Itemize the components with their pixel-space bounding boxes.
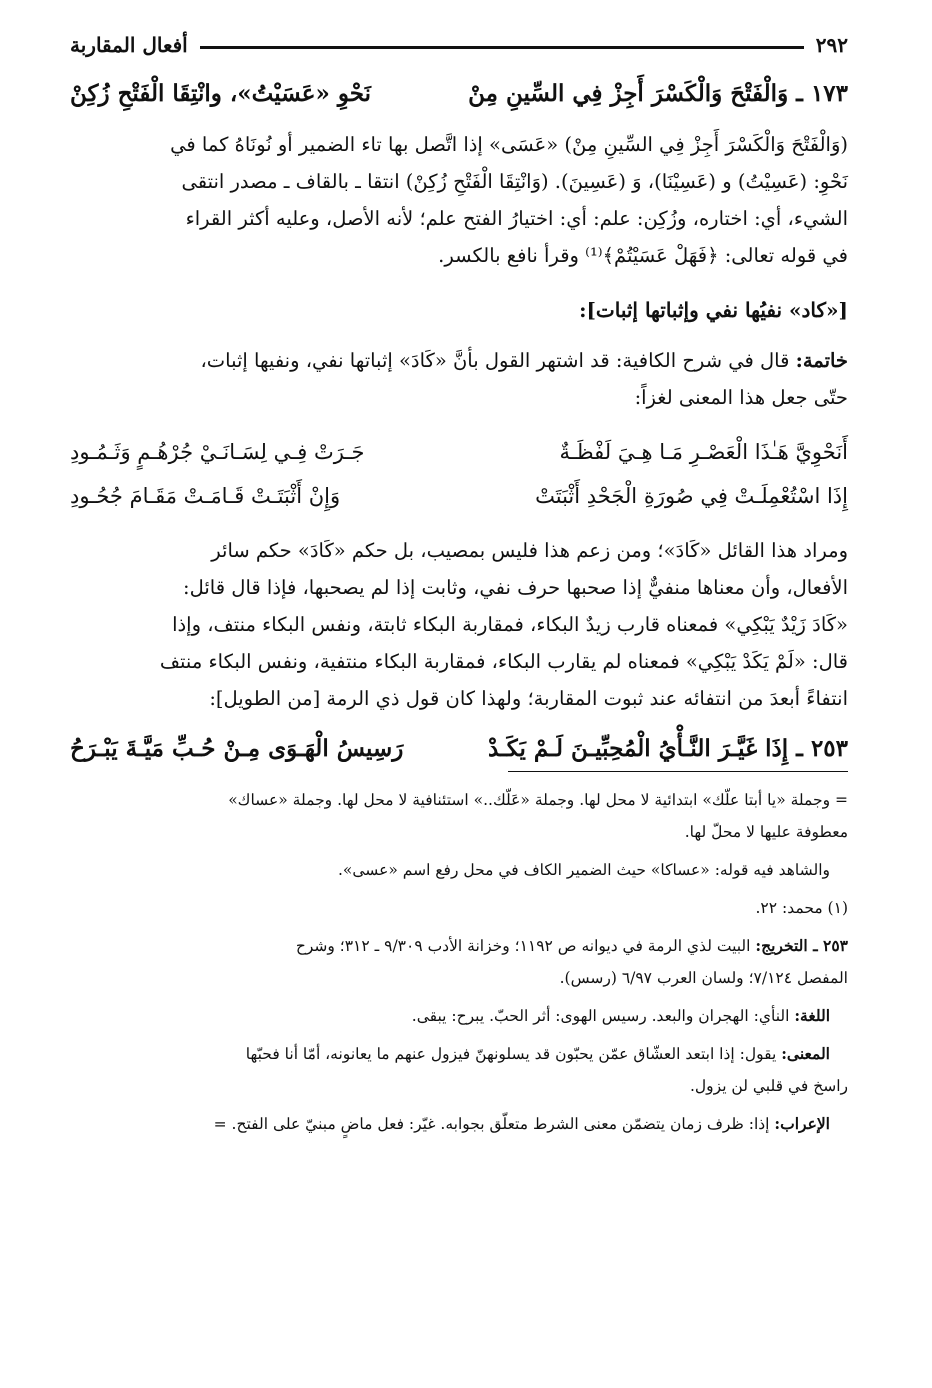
poem-verse	[70, 430, 848, 474]
commentary-line: في قوله تعالى: ﴿فَهَلْ عَسَيْتُمْ﴾⁽¹⁾ وقرأ نافع بالكسر.	[438, 244, 848, 267]
poem-hemistich: جَـرَتْ فِـي لِسَـانَـيْ جُرْهُـمٍ وَثَـمُـودِ	[70, 440, 365, 464]
commentary-paragraph	[70, 126, 848, 274]
verse-253-first-hemistich: ٢٥٣ ـ إِذَا غَيَّـرَ النَّـأْيُ الْمُحِبِّيـنَ لَـمْ يَكَـدْ	[488, 735, 848, 762]
verse-173-second-hemistich: نَحْوِ «عَسَيْتُ»، وانْتِقَا الْفَتْحِ زُكِنْ	[70, 80, 371, 107]
khatima-label: خاتمة:	[795, 349, 848, 372]
khatima-text: قال في شرح الكافية: قد اشتهر القول بأنَّ «كَادَ» إثباتها نفي، ونفيها إثبات،	[200, 349, 796, 372]
footnote-irab	[70, 1108, 848, 1140]
poem-hemistich: وَإِنْ أَثْبَتَـتْ قَـامَـتْ مَقَـامَ جُحُـودِ	[70, 484, 341, 508]
footnote-shahid: والشاهد فيه قوله: «عساكا» حيث الضمير الكاف في محل رفع اسم «عسى».	[337, 861, 830, 879]
poem-hemistich: أَنَحْوِيَّ هَـٰذَا الْعَصْـرِ مَـا هِـيَ لَفْظَـةٌ	[559, 440, 848, 464]
footnote-mana	[70, 1038, 848, 1070]
mana-label: المعنى:	[781, 1044, 830, 1063]
section-heading: [«كاد» نفيُها نفي وإثباتها إثبات]:	[579, 298, 848, 322]
footnote-lugha	[70, 1000, 848, 1032]
discussion-line: قال: «لَمْ يَكَدْ يَبْكِي» فمعناه لم يقارب البكاء، فمقاربة البكاء منتفية، ونفس البكاء منتف	[159, 650, 848, 673]
verse-253	[70, 727, 848, 771]
footnote-1: (١) محمد: ٢٢.	[755, 899, 848, 917]
discussion-line: انتفاءً أبعدَ من انتفائه عند ثبوت المقاربة؛ ولهذا كان قول ذي الرمة [من الطويل]:	[209, 687, 848, 710]
commentary-line: (وَالْفَتْحَ وَالْكَسْرَ أَجِزْ فِي السِّينِ مِنْ) «عَسَى» إذا اتَّصل بها تاء الضمير أو نُونَاهُ كما في	[170, 133, 848, 156]
irab-label: الإعراب:	[774, 1114, 830, 1133]
discussion-line: الأفعال، وأن معناها منفيٌّ إذا صحبها حرف نفي، وثابت إذا لم يصحبها، فإذا قال قائل:	[183, 576, 848, 599]
poem-verse	[70, 474, 848, 518]
page-number: ٢٩٢	[815, 33, 848, 57]
chapter-title: أفعال المقاربة	[70, 33, 188, 57]
verse-253-second-hemistich: رَسِيسُ الْهَـوَى مِـنْ حُـبِّ مَيَّـةَ يَبْـرَحُ	[70, 735, 404, 762]
footnote-continuation: معطوفة عليها لا محلّ لها.	[684, 823, 848, 841]
discussion-line: «كَادَ زَيْدٌ يَبْكِي» فمعناه قارب زيدٌ البكاء، فمقاربة البكاء ثابتة، ونفس البكاء منتف، وإذا	[172, 613, 848, 636]
takhrij-text: البيت لذي الرمة في ديوانه ص ١١٩٢؛ وخزانة الأدب ٩/٣٠٩ ـ ٣١٢؛ وشرح	[295, 937, 756, 955]
khatima-line	[70, 342, 848, 379]
discussion-line: ومراد هذا القائل «كَادَ»؛ ومن زعم هذا فليس بمصيب، بل حكم «كَادَ» حكم سائر	[211, 539, 848, 562]
verse-173-first-hemistich: ١٧٣ ـ وَالْفَتْحَ وَالْكَسْرَ أَجِزْ فِي السِّينِ مِنْ	[468, 80, 848, 107]
commentary-line: الشيء، أي: اختاره، وزُكِن: علم: أي: اختيارُ الفتح علم؛ لأنه الأصل، وعليه أكثر القراء	[185, 207, 848, 230]
page	[70, 28, 848, 1140]
footnote-separator	[508, 771, 848, 772]
mana-text: يقول: إذا ابتعد العشّاق عمّن يحبّون قد يسلونهنّ فيزول عنهم ما يعانونه، أمّا أنا فحبّها	[245, 1045, 782, 1063]
verse-173	[70, 72, 848, 116]
lugha-label: اللغة:	[794, 1006, 830, 1025]
irab-text: إذا: ظرف زمان يتضمّن معنى الشرط متعلّق بجوابه. غيّر: فعل ماضٍ مبنيّ على الفتح.	[231, 1115, 775, 1133]
takhrij-label: ٢٥٣ ـ التخريج:	[755, 936, 848, 955]
footnotes	[70, 784, 848, 1140]
footnote-continuation: = وجملة «يا أبتا علّك» ابتدائية لا محل لها. وجملة «عَلّك..» استئنافية لا محل لها. وجملة «عساك»	[228, 791, 848, 809]
continuation-mark: =	[213, 1115, 227, 1133]
footnote-takhrij-cont: المفصل ٧/١٢٤؛ ولسان العرب ٦/٩٧ (رسس).	[559, 969, 848, 987]
riddle-poem	[70, 430, 848, 518]
khatima-line: حتّى جعل هذا المعنى لغزاً:	[634, 386, 848, 409]
poem-hemistich: إِذَا اسْتُعْمِلَـتْ فِي صُورَةِ الْجَحْدِ أَثْبَتَتْ	[535, 484, 848, 508]
khatima-paragraph	[70, 342, 848, 416]
header-rule	[200, 46, 804, 49]
lugha-text: النأي: الهجران والبعد. رسيس الهوى: أثر الحبّ. يبرح: يبقى.	[411, 1007, 795, 1025]
running-header	[70, 28, 848, 62]
discussion-paragraph	[70, 532, 848, 717]
footnote-mana-cont: راسخ في قلبي لن يزول.	[689, 1077, 848, 1095]
commentary-line: نَحْوِ: (عَسِيْتُ) و (عَسِيْنَا)، وَ (عَسِينَ). (وَانْتِقَا الْفَتْحِ زُكِنْ) انتقا ـ بالقاف ـ مصدر انتقى	[181, 170, 848, 193]
footnote-takhrij	[70, 930, 848, 962]
